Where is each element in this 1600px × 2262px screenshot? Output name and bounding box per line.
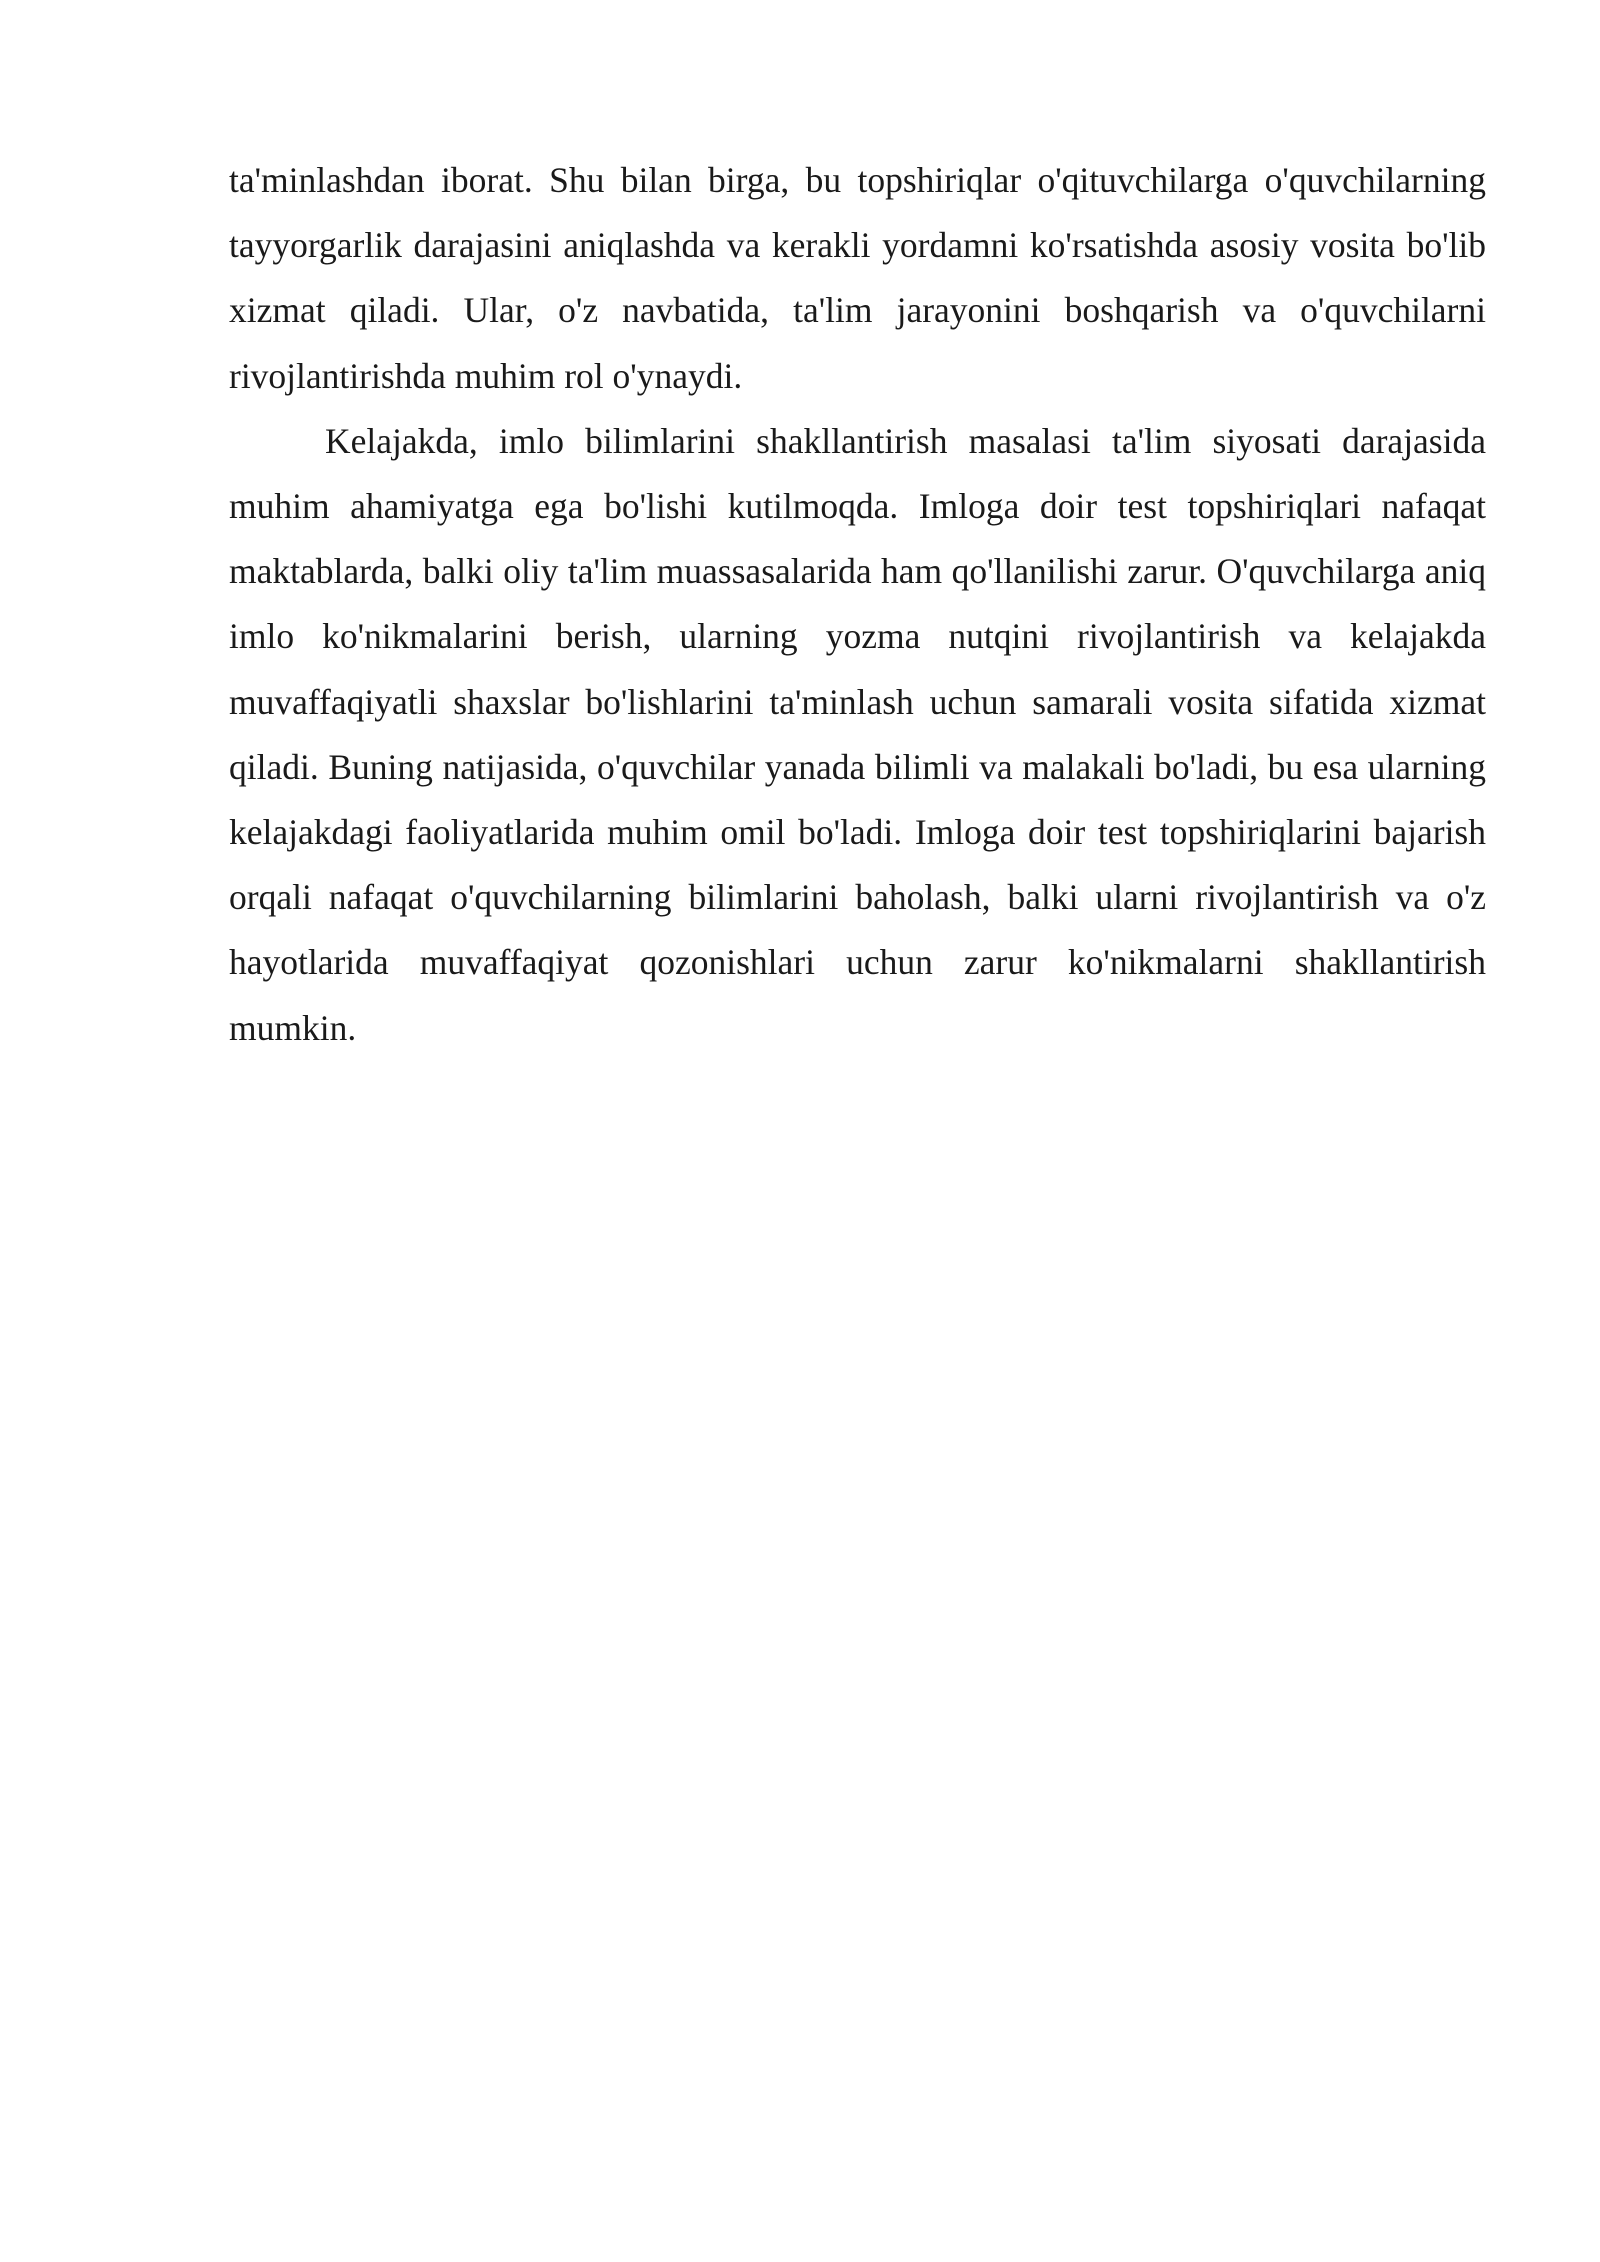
paragraph-continuation: ta'minlashdan iborat. Shu bilan birga, bu topshiriqlar o'qituvchilarga o'quvchilarning tayyorgarlik darajasini aniqlashda va kerakli yordamni ko'rsatishda asosiy vosita bo'lib xizmat qiladi. Ular, o'z navbatida, ta'lim jarayonini boshqarish va o'quvchilarni rivojlantirishda muhim rol o'ynaydi. [229,160,1486,396]
paragraph-kelajakda: Kelajakda, imlo bilimlarini shakllantirish masalasi ta'lim siyosati darajasida muhim ahamiyatga ega bo'lishi kutilmoqda. Imloga doir test topshiriqlari nafaqat maktablarda, balki oliy ta'lim muassasalarida ham qo'llanilishi zarur. O'quvchilarga aniq imlo ko'nikmalarini berish, ularning yozma nutqini rivojlantirish va kelajakda muvaffaqiyatli shaxslar bo'lishlarini ta'minlash uchun samarali vosita sifatida xizmat qiladi. Buning natijasida, o'quvchilar yanada bilimli va malakali bo'ladi, bu esa ularning kelajakdagi faoliyatlarida muhim omil bo'ladi. Imloga doir test topshiriqlarini bajarish orqali nafaqat o'quvchilarning bilimlarini baholash, balki ularni rivojlantirish va o'z hayotlarida muvaffaqiyat qozonishlari uchun zarur ko'nikmalarni shakllantirish mumkin. [229,420,1486,1048]
document-body [229,148,1486,1061]
